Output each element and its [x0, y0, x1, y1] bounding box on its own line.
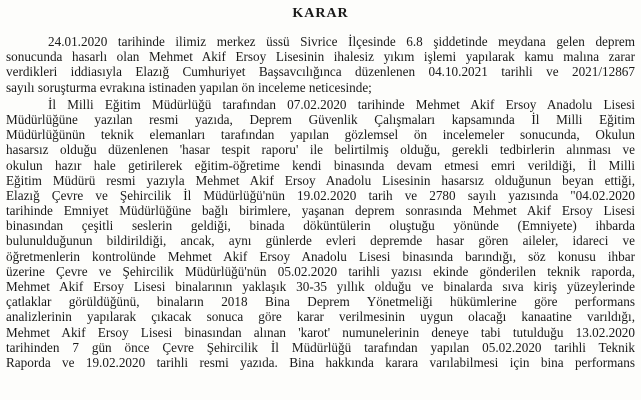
- paragraph-line: Müdürlüğüne yazılan resmi yazıda, Deprem Güvenlik Çalışmaları kapsamında İl Milli Eğitim: [6, 111, 635, 127]
- paragraph-line: Raporda ve 19.02.2020 tarihli resmi yazıda. Bina hakkında karara varılabilmesi için bina performans: [6, 354, 635, 370]
- paragraph-line: çatlaklar görüldüğünü, binaların 2018 Bina Deprem Yönetmeliği hükümlerine göre performans: [6, 294, 635, 310]
- paragraph-line: Elazığ Çevre ve Şehircilik İl Müdürlüğü'nün 19.02.2020 tarih ve 2780 sayılı yazısında "04.02.2020: [6, 187, 635, 203]
- paragraph-line: analizlerinin yapılarak çıkacak sonuca göre karar verilmesinin uygun olacağı kanaatine varıldığı,: [6, 309, 635, 325]
- paragraph-line: 24.01.2020 tarihinde ilimiz merkez üssü Sivrice İlçesinde 6.8 şiddetinde meydana gelen deprem: [48, 34, 635, 49]
- document-title: KARAR: [292, 6, 349, 21]
- paragraph-line: sonucunda hasarlı olan Mehmet Akif Ersoy Lisesinin ihalesiz yıkım işlemi yapılarak kamu malına zarar: [6, 49, 635, 65]
- paragraph-line: tarihinde Emniyet Müdürlüğüne bağlı birimlere, yaşanan deprem sonrasında Mehmet Akif Ersoy Lisesi: [6, 203, 635, 219]
- paragraph-line: öğretmenlerin kontrolünde Mehmet Akif Ersoy Anadolu Lisesi binasında barındığı, söz konusu ihbar: [6, 248, 635, 264]
- paragraph-line: İl Milli Eğitim Müdürlüğü tarafından 07.02.2020 tarihinde Mehmet Akif Ersoy Anadolu Lisesi: [48, 96, 635, 112]
- paragraph-line: okulun hazır hale getirilerek eğitim-öğretime kendi binasında devam etmesi emri verildiği, İl Milli: [6, 157, 635, 173]
- paragraph-line: Mehmet Akif Ersoy Lisesi binalarının yaklaşık 30-35 yıllık olduğu ve binalarda sıva kiriş yüzeylerinde: [6, 279, 635, 294]
- paragraph-line: hasarsız olduğu düzenlenen 'hasar tespit raporu' ile belirtilmiş olduğu, gerekli tedbirlerin alınması ve: [6, 142, 635, 158]
- paragraph-line: sayılı soruşturma evrakına istinaden yapılan ön inceleme neticesinde;: [6, 79, 372, 95]
- paragraph-line: Müdürlüğünün teknik elemanları tarafından yapılan gözlemsel ön incelemeler sonucunda, Okulun: [6, 127, 635, 143]
- paragraph-line: üzerine Çevre ve Şehircilik Müdürlüğü'nün 05.02.2020 tarihli yazısı ekinde gönderilen teknik raporda,: [6, 263, 635, 279]
- paragraph-line: tarihinden 7 gün önce Çevre Şehircilik İl Müdürlüğü tarafından yapılan 05.02.2020 tarihli Teknik: [6, 339, 635, 355]
- paragraph-line: binasından çeşitli seslerin geldiği, binada döküntülerin oluştuğu yönünde (Emniyete) ihbarda: [6, 218, 635, 234]
- paragraph-line: Eğitim Müdürü resmi yazıyla Mehmet Akif Ersoy Anadolu Lisesinin hasarsız olduğunun beyan ettiği,: [6, 172, 635, 188]
- paragraph-line: bulunulduğunun bildirildiği, ancak, aynı günlerde evleri depremde hasar gören aileler, idareci ve: [6, 233, 635, 249]
- document-body: [6, 34, 635, 370]
- paragraph-line: Mehmet Akif Ersoy Lisesi binasından alınan 'karot' numunelerinin deneye tabi tutulduğu 13.02.2020: [6, 324, 635, 340]
- paragraph-line: verdikleri iddiasıyla Elazığ Cumhuriyet Başsavcılığınca düzenlenen 04.10.2021 tarihli ve 2021/12867: [6, 64, 635, 80]
